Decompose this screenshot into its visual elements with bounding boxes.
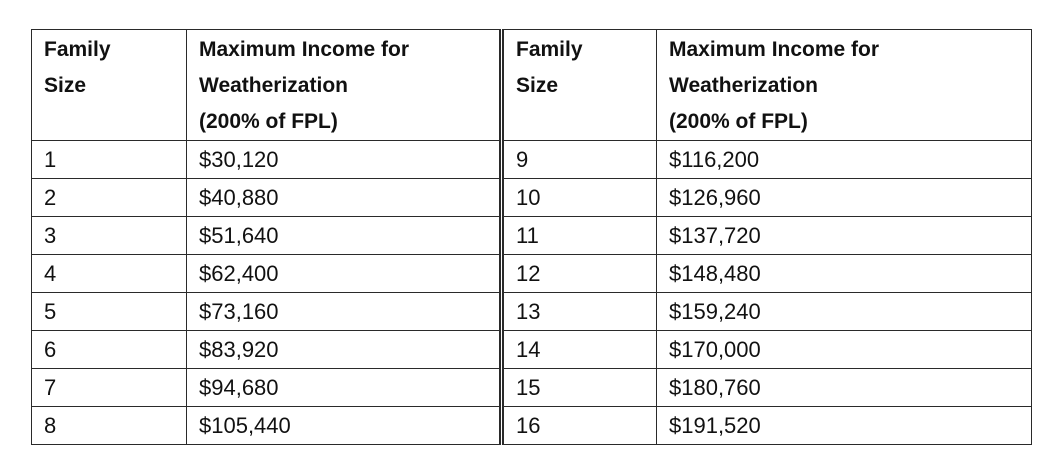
header-max-income-right bbox=[657, 30, 1032, 141]
max-income-cell: $51,640 bbox=[187, 217, 502, 255]
table-row bbox=[32, 217, 1032, 255]
max-income-cell: $105,440 bbox=[187, 407, 502, 445]
weatherization-income-table bbox=[31, 29, 1032, 445]
max-income-cell: $180,760 bbox=[657, 369, 1032, 407]
header-text: Family bbox=[516, 38, 583, 61]
max-income-cell: $126,960 bbox=[657, 179, 1032, 217]
max-income-cell: $159,240 bbox=[657, 293, 1032, 331]
family-size-cell: 9 bbox=[502, 141, 657, 179]
max-income-cell: $94,680 bbox=[187, 369, 502, 407]
family-size-cell: 5 bbox=[32, 293, 187, 331]
table-row bbox=[32, 407, 1032, 445]
family-size-cell: 10 bbox=[502, 179, 657, 217]
family-size-cell: 15 bbox=[502, 369, 657, 407]
header-text: (200% of FPL) bbox=[669, 110, 808, 133]
family-size-cell: 8 bbox=[32, 407, 187, 445]
max-income-cell: $30,120 bbox=[187, 141, 502, 179]
header-text: Maximum Income for bbox=[669, 38, 880, 61]
table-row bbox=[32, 179, 1032, 217]
table-row bbox=[32, 331, 1032, 369]
family-size-cell: 3 bbox=[32, 217, 187, 255]
max-income-cell: $62,400 bbox=[187, 255, 502, 293]
income-table-container bbox=[31, 29, 1032, 445]
max-income-cell: $116,200 bbox=[657, 141, 1032, 179]
max-income-cell: $191,520 bbox=[657, 407, 1032, 445]
family-size-cell: 1 bbox=[32, 141, 187, 179]
max-income-cell: $83,920 bbox=[187, 331, 502, 369]
header-max-income-left bbox=[187, 30, 502, 141]
family-size-cell: 11 bbox=[502, 217, 657, 255]
table-row bbox=[32, 293, 1032, 331]
header-text: Size bbox=[516, 74, 559, 97]
family-size-cell: 12 bbox=[502, 255, 657, 293]
table-row bbox=[32, 141, 1032, 179]
table-header-row bbox=[32, 30, 1032, 141]
header-text: Weatherization bbox=[199, 74, 348, 97]
max-income-cell: $40,880 bbox=[187, 179, 502, 217]
max-income-cell: $148,480 bbox=[657, 255, 1032, 293]
family-size-cell: 16 bbox=[502, 407, 657, 445]
header-text: Family bbox=[44, 38, 111, 61]
header-text: Size bbox=[44, 74, 87, 97]
table-body bbox=[32, 141, 1032, 445]
family-size-cell: 13 bbox=[502, 293, 657, 331]
family-size-cell: 6 bbox=[32, 331, 187, 369]
family-size-cell: 7 bbox=[32, 369, 187, 407]
table-row bbox=[32, 369, 1032, 407]
header-text: (200% of FPL) bbox=[199, 110, 338, 133]
family-size-cell: 2 bbox=[32, 179, 187, 217]
header-family-size-left bbox=[32, 30, 187, 141]
header-family-size-right bbox=[502, 30, 657, 141]
max-income-cell: $170,000 bbox=[657, 331, 1032, 369]
max-income-cell: $73,160 bbox=[187, 293, 502, 331]
header-text: Maximum Income for bbox=[199, 38, 410, 61]
table-row bbox=[32, 255, 1032, 293]
max-income-cell: $137,720 bbox=[657, 217, 1032, 255]
header-text: Weatherization bbox=[669, 74, 818, 97]
family-size-cell: 4 bbox=[32, 255, 187, 293]
family-size-cell: 14 bbox=[502, 331, 657, 369]
